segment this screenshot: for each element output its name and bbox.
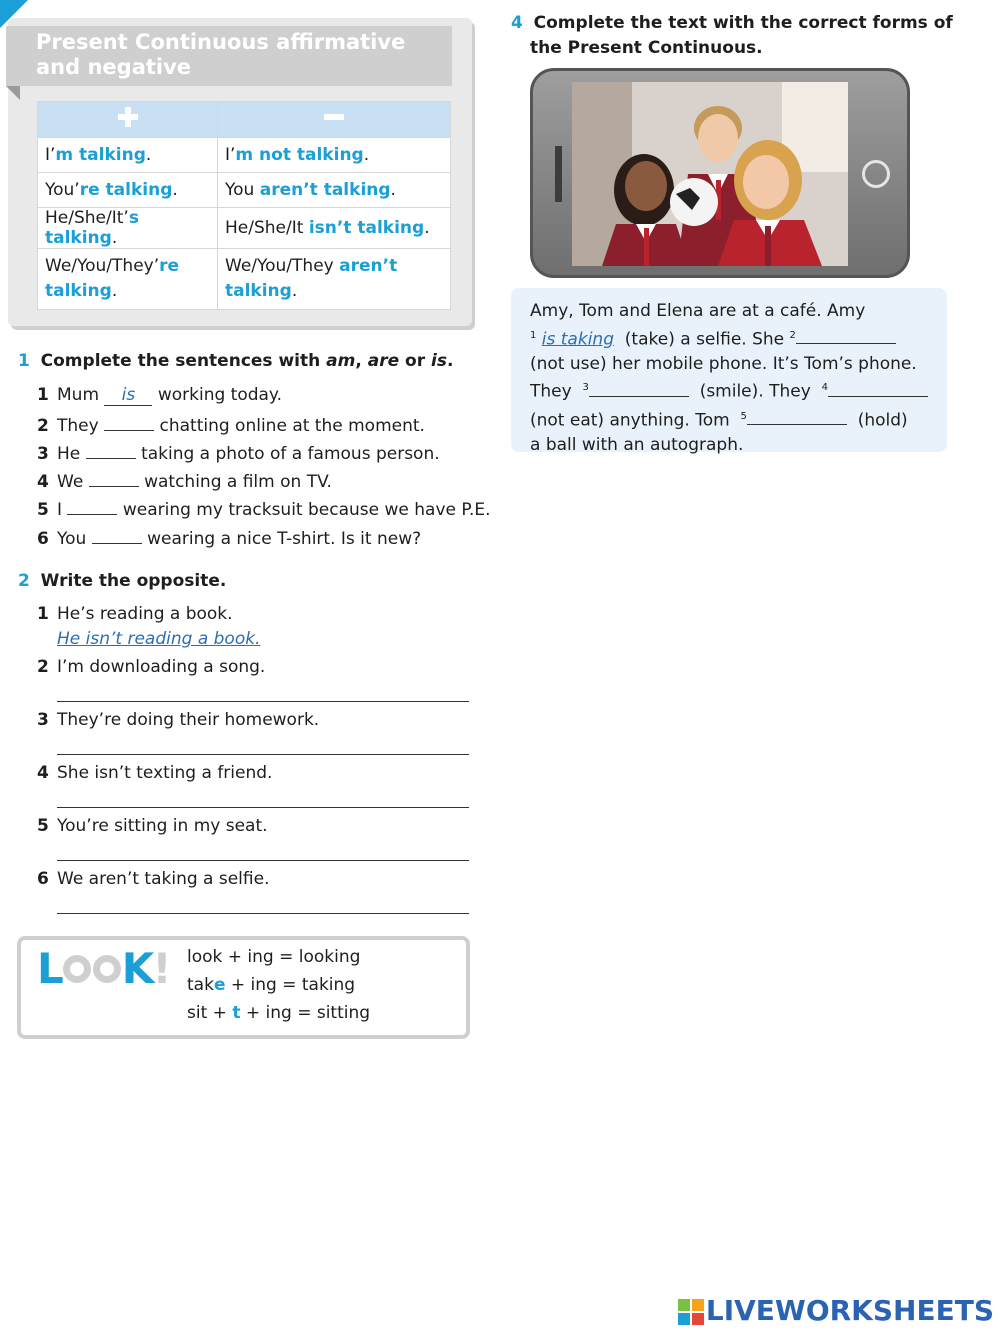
- answer-blank[interactable]: [828, 379, 928, 397]
- answer-line[interactable]: [57, 860, 469, 861]
- o-ring-icon: [93, 955, 121, 983]
- cloze-line: $^1$ is taking (take) a selfie. She $^2$: [530, 324, 930, 352]
- affirmative-cell: I’m talking.: [38, 138, 218, 173]
- answer-line[interactable]: [57, 913, 469, 914]
- example-answer: He isn’t reading a book.: [57, 629, 261, 649]
- grammar-table: [37, 101, 451, 310]
- selfie-illustration: [572, 82, 848, 266]
- negative-cell: He/She/It isn’t talking.: [218, 208, 451, 249]
- banner-fold: [6, 86, 20, 100]
- affirmative-cell: He/She/It’s talking.: [38, 208, 218, 249]
- answer-blank[interactable]: [92, 526, 142, 544]
- exercise-2-item: 2 I’m downloading a song.: [37, 657, 266, 677]
- negative-cell: I’m not talking.: [218, 138, 451, 173]
- cloze-text: [530, 299, 930, 458]
- exercise-1-item: 3 He taking a photo of a famous person.: [37, 441, 440, 464]
- answer-line[interactable]: [57, 754, 469, 755]
- liveworksheets-watermark[interactable]: LIVEWORKSHEETS: [678, 1294, 994, 1327]
- answer-blank[interactable]: [89, 469, 139, 487]
- look-rule: take + ing = taking: [187, 975, 356, 995]
- answer-blank[interactable]: [747, 407, 847, 425]
- exercise-2-item: 1 He’s reading a book.: [37, 604, 233, 624]
- affirmative-cell: You’re talking.: [38, 173, 218, 208]
- negative-header: [218, 102, 451, 138]
- cloze-line: (not use) her mobile phone. It’s Tom’s phone.: [530, 353, 917, 374]
- selfie-photo: [572, 82, 848, 266]
- minus-icon: [324, 107, 344, 127]
- phone-home-button: [862, 160, 890, 188]
- look-rule: look + ing = looking: [187, 947, 361, 967]
- exercise-2-heading: 2 Write the opposite.: [18, 571, 227, 591]
- grammar-title: Present Continuous affirmative and negative: [36, 30, 406, 79]
- exercise-1-item: 2 They chatting online at the moment.: [37, 413, 425, 436]
- answer-line[interactable]: [57, 701, 469, 702]
- affirmative-cell: We/You/They’re talking.: [38, 249, 218, 310]
- look-logo: L K!: [37, 944, 170, 993]
- phone-speaker: [555, 146, 562, 202]
- answer-blank[interactable]: [104, 413, 154, 431]
- cloze-line: (not eat) anything. Tom $^5$ (hold): [530, 405, 930, 433]
- exercise-2-item: 3 They’re doing their homework.: [37, 710, 320, 730]
- plus-icon: [118, 107, 138, 127]
- cloze-line: Amy, Tom and Elena are at a café. Amy: [530, 301, 866, 321]
- negative-cell: We/You/They aren’t talking.: [218, 249, 451, 310]
- exercise-2-item: 6 We aren’t taking a selfie.: [37, 869, 270, 889]
- look-rule: sit + t + ing = sitting: [187, 1003, 371, 1023]
- exercise-4-heading: 4 Complete the text with the correct forms of: [511, 13, 953, 33]
- exercise-1-heading: 1 Complete the sentences with am, are or is.: [18, 351, 454, 371]
- exercise-1-item: 1 Mum is working today.: [37, 385, 282, 405]
- affirmative-header: [38, 102, 218, 138]
- cloze-line: They $^3$ (smile). They $^4$: [530, 376, 930, 404]
- answer-blank[interactable]: [86, 441, 136, 459]
- answer-blank[interactable]: [67, 497, 117, 515]
- answer-blank[interactable]: is: [104, 385, 152, 406]
- exercise-2-item: 5 You’re sitting in my seat.: [37, 816, 268, 836]
- cloze-line: a ball with an autograph.: [530, 434, 744, 455]
- answer-line[interactable]: [57, 807, 469, 808]
- exercise-1-item: 4 We watching a film on TV.: [37, 469, 332, 492]
- exercise-1-item: 6 You wearing a nice T-shirt. Is it new?: [37, 526, 421, 549]
- exercise-4-heading-line2: the Present Continuous.: [530, 38, 763, 58]
- answer-blank[interactable]: [796, 326, 896, 344]
- negative-cell: You aren’t talking.: [218, 173, 451, 208]
- answer-blank[interactable]: [589, 379, 689, 397]
- o-ring-icon: [63, 955, 91, 983]
- exercise-1-item: 5 I wearing my tracksuit because we have P.E.: [37, 497, 491, 520]
- exercise-2-item: 4 She isn’t texting a friend.: [37, 763, 273, 783]
- liveworksheets-logo-icon: [678, 1299, 704, 1325]
